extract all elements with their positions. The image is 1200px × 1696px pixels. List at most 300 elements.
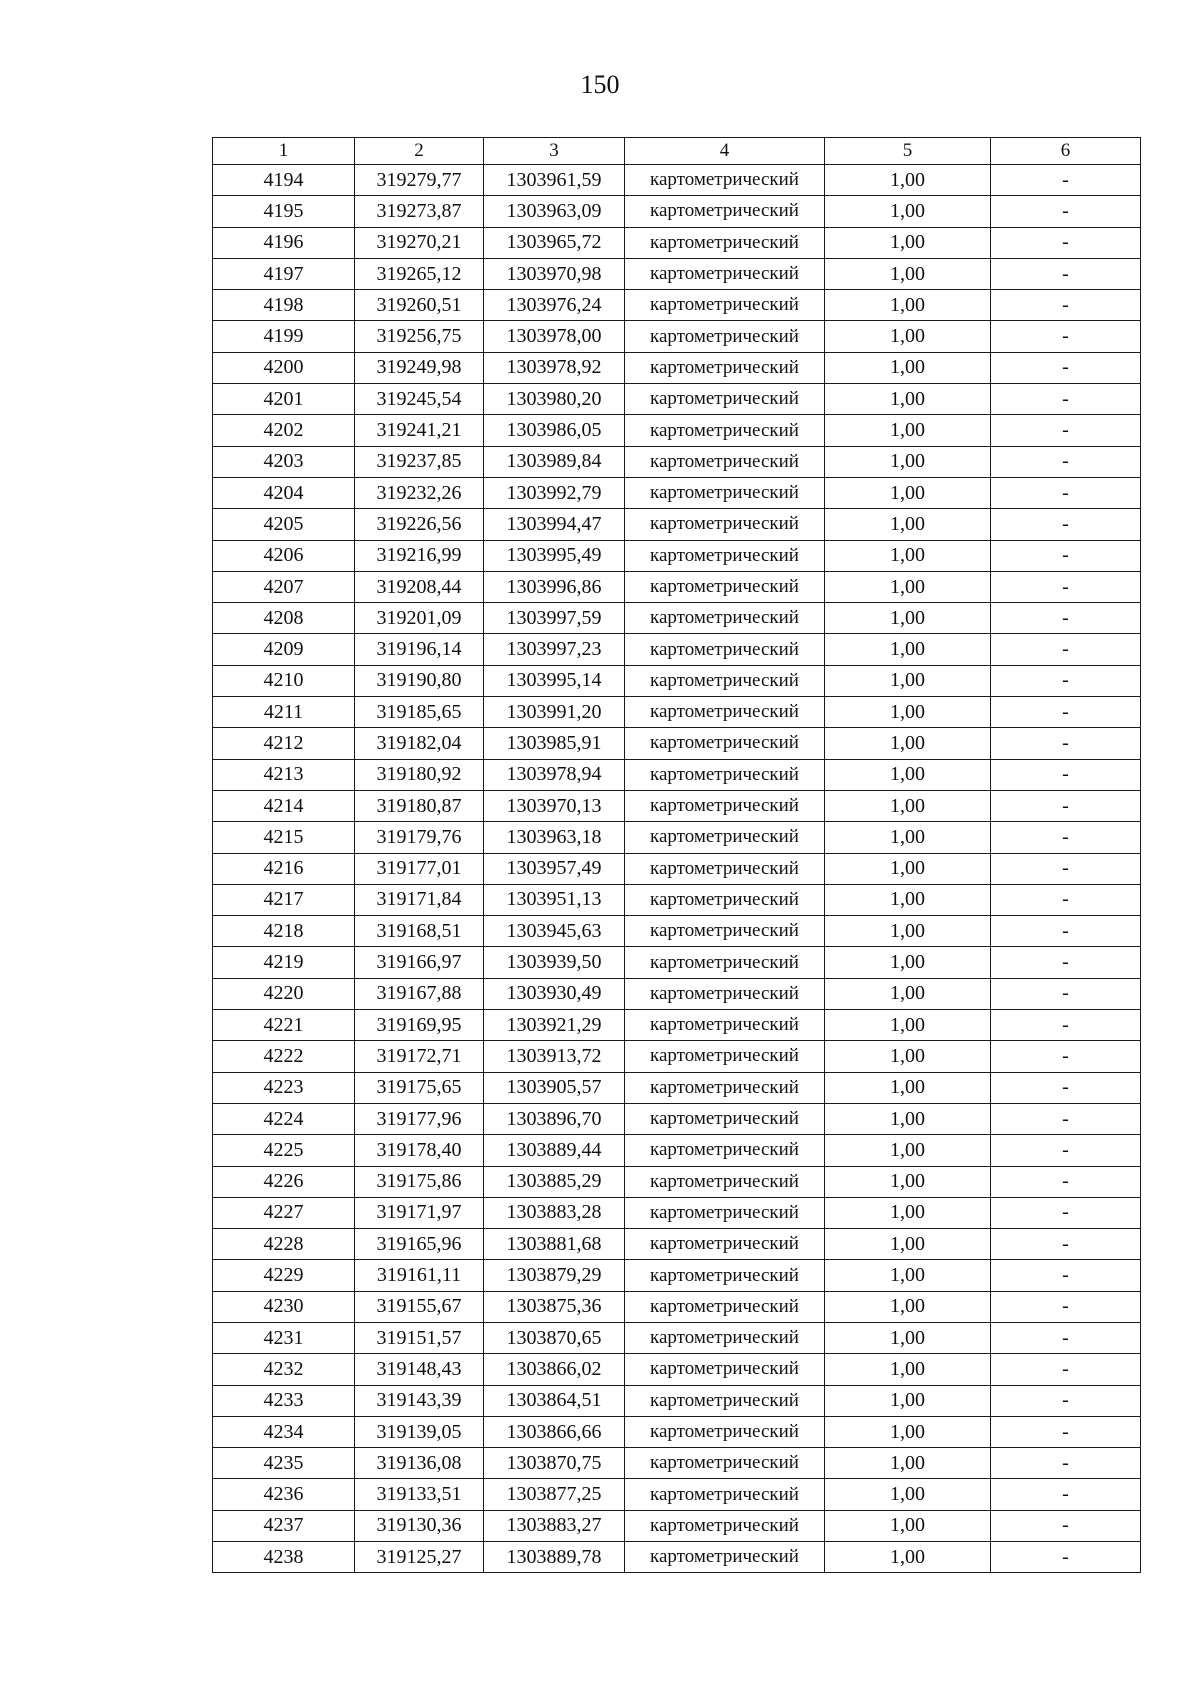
- table-row: [213, 1542, 1141, 1573]
- table-row: [213, 1197, 1141, 1228]
- table-row: [213, 1072, 1141, 1103]
- accuracy-cell: 1,00: [825, 1197, 991, 1228]
- x-coordinate-cell: 319185,65: [355, 697, 484, 728]
- accuracy-cell: 1,00: [825, 509, 991, 540]
- x-coordinate-cell: 319232,26: [355, 477, 484, 508]
- table-row: [213, 1041, 1141, 1072]
- note-cell: -: [991, 1197, 1141, 1228]
- accuracy-cell: 1,00: [825, 634, 991, 665]
- y-coordinate-cell: 1303995,49: [484, 540, 625, 571]
- accuracy-cell: 1,00: [825, 822, 991, 853]
- method-cell: картометрический: [625, 759, 825, 790]
- y-coordinate-cell: 1303883,27: [484, 1510, 625, 1541]
- note-cell: -: [991, 290, 1141, 321]
- note-cell: -: [991, 321, 1141, 352]
- table-row: [213, 978, 1141, 1009]
- table-row: [213, 1479, 1141, 1510]
- x-coordinate-cell: 319180,92: [355, 759, 484, 790]
- table-row: [213, 1010, 1141, 1041]
- note-cell: -: [991, 540, 1141, 571]
- point-number-cell: 4195: [213, 196, 355, 227]
- note-cell: -: [991, 1229, 1141, 1260]
- x-coordinate-cell: 319260,51: [355, 290, 484, 321]
- table-row: [213, 1229, 1141, 1260]
- point-number-cell: 4222: [213, 1041, 355, 1072]
- point-number-cell: 4210: [213, 665, 355, 696]
- method-cell: картометрический: [625, 634, 825, 665]
- y-coordinate-cell: 1303996,86: [484, 571, 625, 602]
- header-cell-1: 1: [213, 138, 355, 165]
- table-row: [213, 790, 1141, 821]
- x-coordinate-cell: 319182,04: [355, 728, 484, 759]
- note-cell: -: [991, 759, 1141, 790]
- table-row: [213, 321, 1141, 352]
- method-cell: картометрический: [625, 697, 825, 728]
- y-coordinate-cell: 1303877,25: [484, 1479, 625, 1510]
- y-coordinate-cell: 1303994,47: [484, 509, 625, 540]
- note-cell: -: [991, 916, 1141, 947]
- method-cell: картометрический: [625, 571, 825, 602]
- table-header: [213, 138, 1141, 165]
- method-cell: картометрический: [625, 1166, 825, 1197]
- accuracy-cell: 1,00: [825, 697, 991, 728]
- table-row: [213, 540, 1141, 571]
- accuracy-cell: 1,00: [825, 1041, 991, 1072]
- note-cell: -: [991, 258, 1141, 289]
- y-coordinate-cell: 1303864,51: [484, 1385, 625, 1416]
- table-row: [213, 634, 1141, 665]
- point-number-cell: 4213: [213, 759, 355, 790]
- x-coordinate-cell: 319166,97: [355, 947, 484, 978]
- table-row: [213, 947, 1141, 978]
- accuracy-cell: 1,00: [825, 540, 991, 571]
- point-number-cell: 4227: [213, 1197, 355, 1228]
- point-number-cell: 4196: [213, 227, 355, 258]
- method-cell: картометрический: [625, 1010, 825, 1041]
- y-coordinate-cell: 1303965,72: [484, 227, 625, 258]
- point-number-cell: 4211: [213, 697, 355, 728]
- table-row: [213, 1448, 1141, 1479]
- accuracy-cell: 1,00: [825, 196, 991, 227]
- method-cell: картометрический: [625, 728, 825, 759]
- y-coordinate-cell: 1303945,63: [484, 916, 625, 947]
- accuracy-cell: 1,00: [825, 165, 991, 196]
- table-row: [213, 1260, 1141, 1291]
- note-cell: -: [991, 196, 1141, 227]
- method-cell: картометрический: [625, 477, 825, 508]
- y-coordinate-cell: 1303980,20: [484, 384, 625, 415]
- table-row: [213, 916, 1141, 947]
- point-number-cell: 4220: [213, 978, 355, 1009]
- x-coordinate-cell: 319208,44: [355, 571, 484, 602]
- y-coordinate-cell: 1303963,18: [484, 822, 625, 853]
- x-coordinate-cell: 319165,96: [355, 1229, 484, 1260]
- table-row: [213, 759, 1141, 790]
- x-coordinate-cell: 319171,97: [355, 1197, 484, 1228]
- table-row: [213, 1322, 1141, 1353]
- table-row: [213, 196, 1141, 227]
- note-cell: -: [991, 571, 1141, 602]
- method-cell: картометрический: [625, 1542, 825, 1573]
- accuracy-cell: 1,00: [825, 1542, 991, 1573]
- note-cell: -: [991, 1166, 1141, 1197]
- table-row: [213, 1135, 1141, 1166]
- table-row: [213, 1166, 1141, 1197]
- note-cell: -: [991, 634, 1141, 665]
- header-cell-6: 6: [991, 138, 1141, 165]
- note-cell: -: [991, 415, 1141, 446]
- point-number-cell: 4223: [213, 1072, 355, 1103]
- note-cell: -: [991, 509, 1141, 540]
- accuracy-cell: 1,00: [825, 978, 991, 1009]
- x-coordinate-cell: 319179,76: [355, 822, 484, 853]
- method-cell: картометрический: [625, 1479, 825, 1510]
- y-coordinate-cell: 1303970,13: [484, 790, 625, 821]
- x-coordinate-cell: 319151,57: [355, 1322, 484, 1353]
- method-cell: картометрический: [625, 1416, 825, 1447]
- table-row: [213, 258, 1141, 289]
- accuracy-cell: 1,00: [825, 884, 991, 915]
- note-cell: -: [991, 1385, 1141, 1416]
- accuracy-cell: 1,00: [825, 759, 991, 790]
- note-cell: -: [991, 477, 1141, 508]
- x-coordinate-cell: 319190,80: [355, 665, 484, 696]
- point-number-cell: 4230: [213, 1291, 355, 1322]
- point-number-cell: 4202: [213, 415, 355, 446]
- note-cell: -: [991, 1542, 1141, 1573]
- header-row: [213, 138, 1141, 165]
- y-coordinate-cell: 1303970,98: [484, 258, 625, 289]
- method-cell: картометрический: [625, 790, 825, 821]
- method-cell: картометрический: [625, 446, 825, 477]
- accuracy-cell: 1,00: [825, 1354, 991, 1385]
- x-coordinate-cell: 319171,84: [355, 884, 484, 915]
- point-number-cell: 4203: [213, 446, 355, 477]
- note-cell: -: [991, 884, 1141, 915]
- note-cell: -: [991, 697, 1141, 728]
- y-coordinate-cell: 1303985,91: [484, 728, 625, 759]
- y-coordinate-cell: 1303889,44: [484, 1135, 625, 1166]
- table-row: [213, 415, 1141, 446]
- accuracy-cell: 1,00: [825, 1416, 991, 1447]
- point-number-cell: 4194: [213, 165, 355, 196]
- point-number-cell: 4200: [213, 352, 355, 383]
- method-cell: картометрический: [625, 415, 825, 446]
- x-coordinate-cell: 319265,12: [355, 258, 484, 289]
- accuracy-cell: 1,00: [825, 1448, 991, 1479]
- x-coordinate-cell: 319172,71: [355, 1041, 484, 1072]
- note-cell: -: [991, 227, 1141, 258]
- accuracy-cell: 1,00: [825, 1510, 991, 1541]
- y-coordinate-cell: 1303976,24: [484, 290, 625, 321]
- note-cell: -: [991, 853, 1141, 884]
- note-cell: -: [991, 1448, 1141, 1479]
- method-cell: картометрический: [625, 509, 825, 540]
- table-row: [213, 665, 1141, 696]
- point-number-cell: 4201: [213, 384, 355, 415]
- method-cell: картометрический: [625, 1041, 825, 1072]
- accuracy-cell: 1,00: [825, 227, 991, 258]
- y-coordinate-cell: 1303992,79: [484, 477, 625, 508]
- method-cell: картометрический: [625, 290, 825, 321]
- accuracy-cell: 1,00: [825, 1010, 991, 1041]
- accuracy-cell: 1,00: [825, 384, 991, 415]
- point-number-cell: 4236: [213, 1479, 355, 1510]
- point-number-cell: 4237: [213, 1510, 355, 1541]
- accuracy-cell: 1,00: [825, 916, 991, 947]
- y-coordinate-cell: 1303875,36: [484, 1291, 625, 1322]
- x-coordinate-cell: 319245,54: [355, 384, 484, 415]
- y-coordinate-cell: 1303995,14: [484, 665, 625, 696]
- method-cell: картометрический: [625, 978, 825, 1009]
- table-row: [213, 477, 1141, 508]
- x-coordinate-cell: 319130,36: [355, 1510, 484, 1541]
- point-number-cell: 4215: [213, 822, 355, 853]
- method-cell: картометрический: [625, 1291, 825, 1322]
- x-coordinate-cell: 319143,39: [355, 1385, 484, 1416]
- x-coordinate-cell: 319178,40: [355, 1135, 484, 1166]
- point-number-cell: 4234: [213, 1416, 355, 1447]
- accuracy-cell: 1,00: [825, 258, 991, 289]
- y-coordinate-cell: 1303870,75: [484, 1448, 625, 1479]
- point-number-cell: 4238: [213, 1542, 355, 1573]
- note-cell: -: [991, 665, 1141, 696]
- x-coordinate-cell: 319161,11: [355, 1260, 484, 1291]
- method-cell: картометрический: [625, 884, 825, 915]
- y-coordinate-cell: 1303997,23: [484, 634, 625, 665]
- method-cell: картометрический: [625, 1229, 825, 1260]
- point-number-cell: 4197: [213, 258, 355, 289]
- x-coordinate-cell: 319175,86: [355, 1166, 484, 1197]
- method-cell: картометрический: [625, 1510, 825, 1541]
- accuracy-cell: 1,00: [825, 1229, 991, 1260]
- point-number-cell: 4218: [213, 916, 355, 947]
- y-coordinate-cell: 1303921,29: [484, 1010, 625, 1041]
- point-number-cell: 4216: [213, 853, 355, 884]
- accuracy-cell: 1,00: [825, 853, 991, 884]
- point-number-cell: 4199: [213, 321, 355, 352]
- y-coordinate-cell: 1303883,28: [484, 1197, 625, 1228]
- method-cell: картометрический: [625, 1135, 825, 1166]
- note-cell: -: [991, 728, 1141, 759]
- y-coordinate-cell: 1303905,57: [484, 1072, 625, 1103]
- x-coordinate-cell: 319180,87: [355, 790, 484, 821]
- note-cell: -: [991, 1322, 1141, 1353]
- x-coordinate-cell: 319175,65: [355, 1072, 484, 1103]
- point-number-cell: 4224: [213, 1103, 355, 1134]
- table-row: [213, 352, 1141, 383]
- table-row: [213, 165, 1141, 196]
- method-cell: картометрический: [625, 321, 825, 352]
- table-row: [213, 571, 1141, 602]
- method-cell: картометрический: [625, 603, 825, 634]
- table-row: [213, 1291, 1141, 1322]
- y-coordinate-cell: 1303866,02: [484, 1354, 625, 1385]
- table-row: [213, 822, 1141, 853]
- accuracy-cell: 1,00: [825, 1072, 991, 1103]
- x-coordinate-cell: 319136,08: [355, 1448, 484, 1479]
- note-cell: -: [991, 822, 1141, 853]
- note-cell: -: [991, 352, 1141, 383]
- accuracy-cell: 1,00: [825, 947, 991, 978]
- y-coordinate-cell: 1303896,70: [484, 1103, 625, 1134]
- y-coordinate-cell: 1303978,94: [484, 759, 625, 790]
- note-cell: -: [991, 1354, 1141, 1385]
- x-coordinate-cell: 319148,43: [355, 1354, 484, 1385]
- x-coordinate-cell: 319168,51: [355, 916, 484, 947]
- table-row: [213, 227, 1141, 258]
- table-row: [213, 697, 1141, 728]
- note-cell: -: [991, 1479, 1141, 1510]
- method-cell: картометрический: [625, 227, 825, 258]
- accuracy-cell: 1,00: [825, 290, 991, 321]
- point-number-cell: 4229: [213, 1260, 355, 1291]
- page-number: 150: [580, 70, 620, 99]
- point-number-cell: 4204: [213, 477, 355, 508]
- table-row: [213, 1416, 1141, 1447]
- method-cell: картометрический: [625, 165, 825, 196]
- point-number-cell: 4209: [213, 634, 355, 665]
- table-row: [213, 853, 1141, 884]
- method-cell: картометрический: [625, 1322, 825, 1353]
- table-row: [213, 446, 1141, 477]
- y-coordinate-cell: 1303881,68: [484, 1229, 625, 1260]
- point-number-cell: 4206: [213, 540, 355, 571]
- table-row: [213, 1103, 1141, 1134]
- x-coordinate-cell: 319249,98: [355, 352, 484, 383]
- point-number-cell: 4214: [213, 790, 355, 821]
- table-row: [213, 603, 1141, 634]
- table-row: [213, 1510, 1141, 1541]
- x-coordinate-cell: 319237,85: [355, 446, 484, 477]
- note-cell: -: [991, 165, 1141, 196]
- point-number-cell: 4198: [213, 290, 355, 321]
- table-row: [213, 1354, 1141, 1385]
- accuracy-cell: 1,00: [825, 446, 991, 477]
- method-cell: картометрический: [625, 665, 825, 696]
- accuracy-cell: 1,00: [825, 1260, 991, 1291]
- point-number-cell: 4219: [213, 947, 355, 978]
- x-coordinate-cell: 319201,09: [355, 603, 484, 634]
- x-coordinate-cell: 319216,99: [355, 540, 484, 571]
- y-coordinate-cell: 1303989,84: [484, 446, 625, 477]
- accuracy-cell: 1,00: [825, 1135, 991, 1166]
- x-coordinate-cell: 319270,21: [355, 227, 484, 258]
- y-coordinate-cell: 1303866,66: [484, 1416, 625, 1447]
- note-cell: -: [991, 1260, 1141, 1291]
- note-cell: -: [991, 1510, 1141, 1541]
- header-cell-3: 3: [484, 138, 625, 165]
- y-coordinate-cell: 1303963,09: [484, 196, 625, 227]
- point-number-cell: 4231: [213, 1322, 355, 1353]
- note-cell: -: [991, 603, 1141, 634]
- accuracy-cell: 1,00: [825, 415, 991, 446]
- x-coordinate-cell: 319177,01: [355, 853, 484, 884]
- point-number-cell: 4225: [213, 1135, 355, 1166]
- x-coordinate-cell: 319273,87: [355, 196, 484, 227]
- accuracy-cell: 1,00: [825, 1385, 991, 1416]
- y-coordinate-cell: 1303930,49: [484, 978, 625, 1009]
- accuracy-cell: 1,00: [825, 352, 991, 383]
- x-coordinate-cell: 319155,67: [355, 1291, 484, 1322]
- accuracy-cell: 1,00: [825, 477, 991, 508]
- note-cell: -: [991, 790, 1141, 821]
- point-number-cell: 4208: [213, 603, 355, 634]
- y-coordinate-cell: 1303978,92: [484, 352, 625, 383]
- y-coordinate-cell: 1303870,65: [484, 1322, 625, 1353]
- point-number-cell: 4233: [213, 1385, 355, 1416]
- y-coordinate-cell: 1303957,49: [484, 853, 625, 884]
- point-number-cell: 4235: [213, 1448, 355, 1479]
- point-number-cell: 4212: [213, 728, 355, 759]
- point-number-cell: 4205: [213, 509, 355, 540]
- y-coordinate-cell: 1303991,20: [484, 697, 625, 728]
- accuracy-cell: 1,00: [825, 1322, 991, 1353]
- note-cell: -: [991, 384, 1141, 415]
- note-cell: -: [991, 446, 1141, 477]
- method-cell: картометрический: [625, 1448, 825, 1479]
- note-cell: -: [991, 1135, 1141, 1166]
- method-cell: картометрический: [625, 258, 825, 289]
- method-cell: картометрический: [625, 540, 825, 571]
- table-row: [213, 290, 1141, 321]
- note-cell: -: [991, 1041, 1141, 1072]
- method-cell: картометрический: [625, 1072, 825, 1103]
- accuracy-cell: 1,00: [825, 603, 991, 634]
- note-cell: -: [991, 978, 1141, 1009]
- table-body: [213, 165, 1141, 1573]
- table-row: [213, 884, 1141, 915]
- y-coordinate-cell: 1303939,50: [484, 947, 625, 978]
- method-cell: картометрический: [625, 1260, 825, 1291]
- y-coordinate-cell: 1303913,72: [484, 1041, 625, 1072]
- accuracy-cell: 1,00: [825, 571, 991, 602]
- method-cell: картометрический: [625, 384, 825, 415]
- point-number-cell: 4217: [213, 884, 355, 915]
- x-coordinate-cell: 319169,95: [355, 1010, 484, 1041]
- note-cell: -: [991, 1072, 1141, 1103]
- point-number-cell: 4207: [213, 571, 355, 602]
- point-number-cell: 4221: [213, 1010, 355, 1041]
- y-coordinate-cell: 1303978,00: [484, 321, 625, 352]
- note-cell: -: [991, 1103, 1141, 1134]
- y-coordinate-cell: 1303951,13: [484, 884, 625, 915]
- y-coordinate-cell: 1303885,29: [484, 1166, 625, 1197]
- method-cell: картометрический: [625, 196, 825, 227]
- accuracy-cell: 1,00: [825, 665, 991, 696]
- table-row: [213, 384, 1141, 415]
- y-coordinate-cell: 1303879,29: [484, 1260, 625, 1291]
- x-coordinate-cell: 319177,96: [355, 1103, 484, 1134]
- x-coordinate-cell: 319125,27: [355, 1542, 484, 1573]
- x-coordinate-cell: 319139,05: [355, 1416, 484, 1447]
- x-coordinate-cell: 319241,21: [355, 415, 484, 446]
- method-cell: картометрический: [625, 947, 825, 978]
- header-cell-4: 4: [625, 138, 825, 165]
- note-cell: -: [991, 1291, 1141, 1322]
- x-coordinate-cell: 319196,14: [355, 634, 484, 665]
- method-cell: картометрический: [625, 822, 825, 853]
- method-cell: картометрический: [625, 1354, 825, 1385]
- method-cell: картометрический: [625, 916, 825, 947]
- accuracy-cell: 1,00: [825, 790, 991, 821]
- note-cell: -: [991, 1010, 1141, 1041]
- accuracy-cell: 1,00: [825, 1166, 991, 1197]
- x-coordinate-cell: 319256,75: [355, 321, 484, 352]
- y-coordinate-cell: 1303889,78: [484, 1542, 625, 1573]
- method-cell: картометрический: [625, 1385, 825, 1416]
- point-number-cell: 4228: [213, 1229, 355, 1260]
